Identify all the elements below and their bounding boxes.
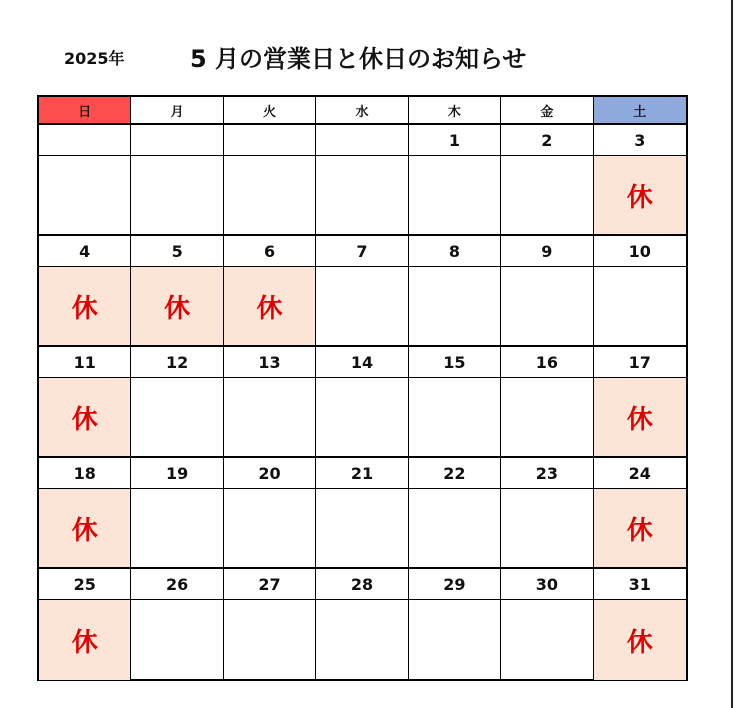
date-number-cell: 31 — [594, 569, 686, 600]
date-number-cell: 10 — [594, 236, 686, 267]
business-day-cell — [409, 156, 501, 236]
holiday-cell — [131, 267, 223, 347]
business-day-cell — [131, 378, 223, 458]
weekday-header-mon: 月 — [131, 97, 223, 125]
business-day-cell — [594, 267, 686, 347]
date-number-cell: 7 — [316, 236, 408, 267]
date-number-cell: 8 — [409, 236, 501, 267]
page-title: 5 月の営業日と休日のお知らせ — [190, 45, 527, 73]
date-number-cell: 21 — [316, 458, 408, 489]
business-day-cell — [501, 600, 593, 680]
date-number-cell: 27 — [224, 569, 316, 600]
holiday-mark: 休 — [164, 293, 191, 324]
date-number-cell: 19 — [131, 458, 223, 489]
holiday-mark: 休 — [71, 404, 98, 435]
date-number-cell: 18 — [39, 458, 131, 489]
date-number-cell: 5 — [131, 236, 223, 267]
date-number-cell: 4 — [39, 236, 131, 267]
business-day-cell — [224, 156, 316, 236]
holiday-cell — [39, 378, 131, 458]
date-number-cell: 13 — [224, 347, 316, 378]
business-day-cell — [224, 489, 316, 569]
date-number-cell: 28 — [316, 569, 408, 600]
business-day-cell — [316, 156, 408, 236]
business-day-cell — [501, 156, 593, 236]
date-number-cell: 23 — [501, 458, 593, 489]
date-number-cell: 2 — [501, 125, 593, 156]
business-day-cell — [316, 267, 408, 347]
page-right-border — [731, 0, 733, 708]
business-day-cell — [316, 600, 408, 680]
holiday-mark: 休 — [71, 293, 98, 324]
date-number-cell: 15 — [409, 347, 501, 378]
date-number-cell: 24 — [594, 458, 686, 489]
holiday-cell — [39, 600, 131, 680]
weekday-header-tue: 火 — [224, 97, 316, 125]
date-number-cell — [131, 125, 223, 156]
holiday-cell — [594, 156, 686, 236]
business-day-cell — [316, 378, 408, 458]
date-number-cell: 17 — [594, 347, 686, 378]
business-day-cell — [131, 156, 223, 236]
holiday-mark: 休 — [626, 182, 653, 213]
holiday-cell — [594, 378, 686, 458]
date-number-cell: 9 — [501, 236, 593, 267]
year-label: 2025年 — [64, 49, 125, 68]
date-number-cell — [224, 125, 316, 156]
date-number-cell: 12 — [131, 347, 223, 378]
date-number-cell: 25 — [39, 569, 131, 600]
business-day-cell — [409, 267, 501, 347]
date-number-cell: 20 — [224, 458, 316, 489]
holiday-mark: 休 — [71, 627, 98, 658]
date-number-cell: 16 — [501, 347, 593, 378]
holiday-cell — [39, 489, 131, 569]
weekday-header-sat: 土 — [594, 97, 686, 125]
business-day-cell — [409, 600, 501, 680]
holiday-mark: 休 — [256, 293, 283, 324]
holiday-cell — [224, 267, 316, 347]
holiday-mark: 休 — [626, 404, 653, 435]
weekday-header-thu: 木 — [409, 97, 501, 125]
business-day-cell — [501, 489, 593, 569]
holiday-cell — [39, 267, 131, 347]
weekday-header-wed: 水 — [316, 97, 408, 125]
weekday-header-fri: 金 — [501, 97, 593, 125]
date-number-cell: 30 — [501, 569, 593, 600]
holiday-mark: 休 — [626, 627, 653, 658]
holiday-mark: 休 — [626, 515, 653, 546]
business-day-cell — [39, 156, 131, 236]
business-day-cell — [409, 378, 501, 458]
business-day-cell — [131, 489, 223, 569]
date-number-cell: 22 — [409, 458, 501, 489]
date-number-cell — [316, 125, 408, 156]
business-day-cell — [501, 267, 593, 347]
date-number-cell — [39, 125, 131, 156]
holiday-mark: 休 — [71, 515, 98, 546]
business-day-cell — [224, 600, 316, 680]
business-day-cell — [501, 378, 593, 458]
holiday-cell — [594, 600, 686, 680]
calendar-grid — [37, 95, 688, 681]
weekday-header-sun: 日 — [39, 97, 131, 125]
date-number-cell: 6 — [224, 236, 316, 267]
date-number-cell: 1 — [409, 125, 501, 156]
business-day-cell — [131, 600, 223, 680]
date-number-cell: 3 — [594, 125, 686, 156]
date-number-cell: 14 — [316, 347, 408, 378]
holiday-cell — [594, 489, 686, 569]
date-number-cell: 26 — [131, 569, 223, 600]
business-day-cell — [409, 489, 501, 569]
date-number-cell: 29 — [409, 569, 501, 600]
business-day-cell — [224, 378, 316, 458]
business-day-cell — [316, 489, 408, 569]
date-number-cell: 11 — [39, 347, 131, 378]
